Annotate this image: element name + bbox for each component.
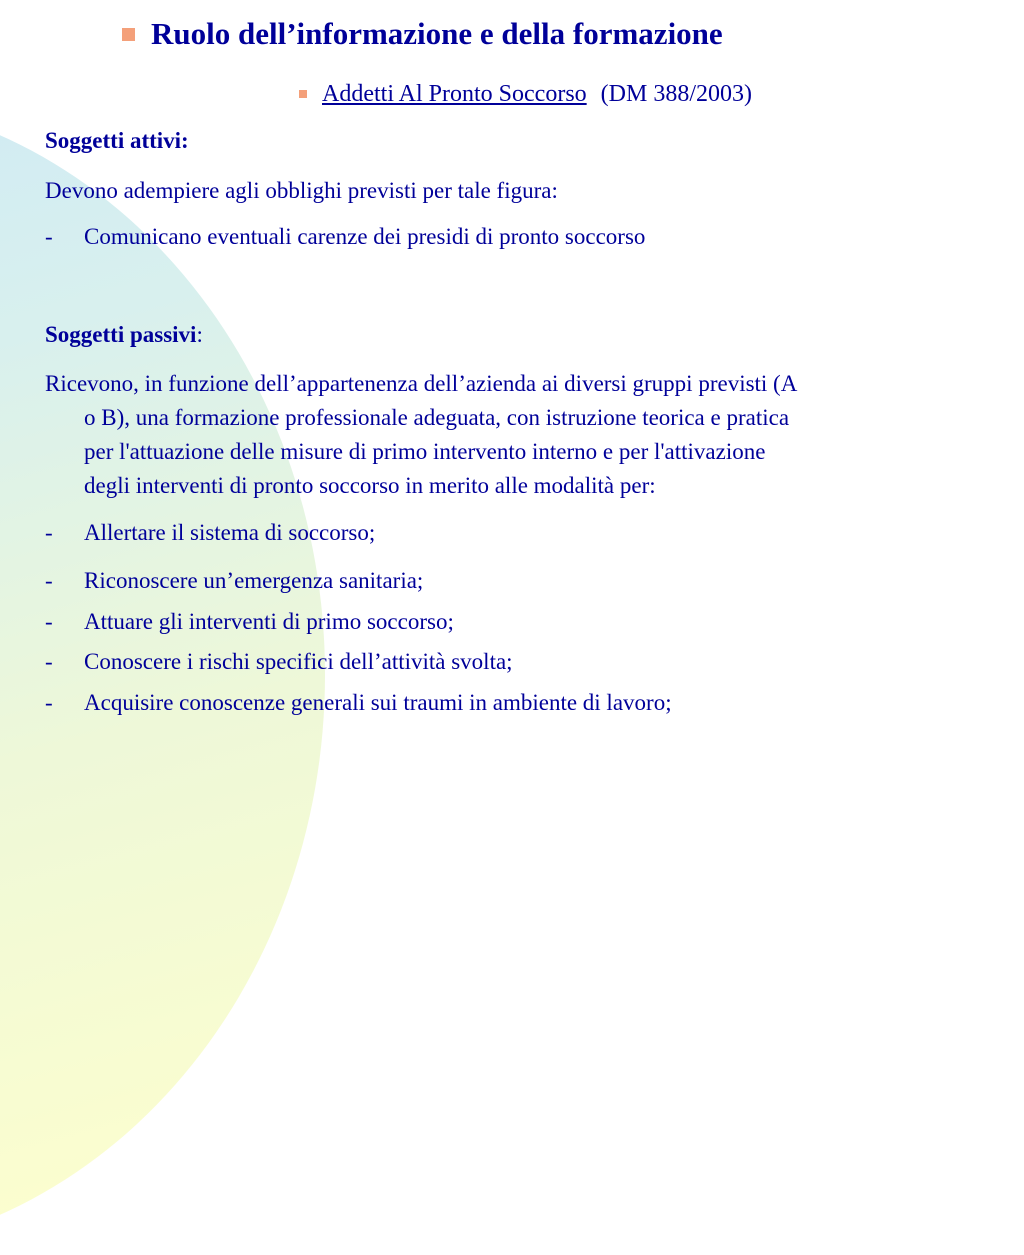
passive-subjects-paragraph <box>45 367 990 503</box>
passive-subjects-heading-line <box>45 318 203 352</box>
passive-list-item <box>45 645 513 679</box>
dash-bullet: - <box>45 568 53 593</box>
dash-bullet: - <box>45 520 53 545</box>
active-list-item-text: Comunicano eventuali carenze dei presidi di pronto soccorso <box>84 224 646 249</box>
passive-list-item-text: Attuare gli interventi di primo soccorso; <box>84 609 454 634</box>
passive-list-item-text: Conoscere i rischi specifici dell’attività svolta; <box>84 649 513 674</box>
passive-subjects-heading: Soggetti passivi <box>45 322 197 347</box>
passive-heading-colon: : <box>196 322 203 347</box>
dash-bullet: - <box>45 649 53 674</box>
active-subjects-intro: Devono adempiere agli obblighi previsti per tale figura: <box>45 178 558 203</box>
dash-bullet: - <box>45 690 53 715</box>
passive-list-item-text: Riconoscere un’emergenza sanitaria; <box>84 568 424 593</box>
active-subjects-heading: Soggetti attivi: <box>45 128 189 153</box>
dash-bullet: - <box>45 609 53 634</box>
paragraph-line: per l'attuazione delle misure di primo intervento interno e per l'attivazione <box>84 439 766 464</box>
slide-title-row <box>122 12 723 56</box>
addetti-pronto-soccorso-link[interactable]: Addetti Al Pronto Soccorso <box>322 80 587 107</box>
passive-list-item-text: Allertare il sistema di soccorso; <box>84 520 376 545</box>
subtitle-row <box>299 79 752 109</box>
subtitle-decree-reference: (DM 388/2003) <box>600 80 752 107</box>
passive-list-item <box>45 605 454 639</box>
small-square-bullet-icon <box>299 90 307 98</box>
passive-list-item <box>45 516 375 550</box>
passive-list-item <box>45 564 423 598</box>
square-bullet-icon <box>122 28 135 41</box>
active-list-item <box>45 220 645 254</box>
passive-list-item-text: Acquisire conoscenze generali sui traumi in ambiente di lavoro; <box>84 690 672 715</box>
slide-title: Ruolo dell’informazione e della formazione <box>151 16 723 51</box>
paragraph-line: degli interventi di pronto soccorso in merito alle modalità per: <box>84 473 656 498</box>
paragraph-line: o B), una formazione professionale adeguata, con istruzione teorica e pratica <box>84 405 790 430</box>
passive-list-item <box>45 686 672 720</box>
dash-bullet: - <box>45 224 53 249</box>
paragraph-line: Ricevono, in funzione dell’appartenenza dell’azienda ai diversi gruppi previsti (A <box>45 371 798 396</box>
